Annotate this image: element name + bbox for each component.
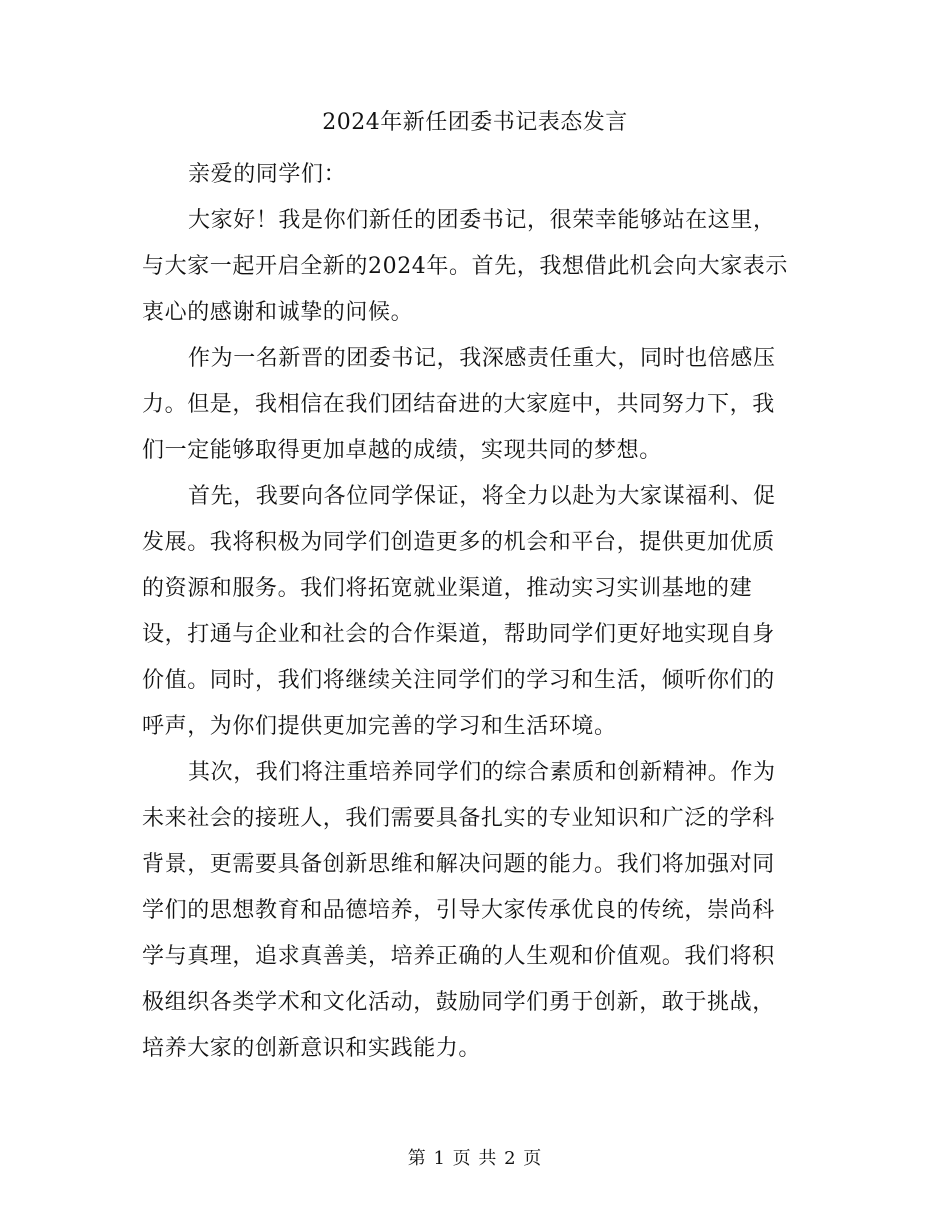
text-line: 学与真理，追求真善美，培养正确的人生观和价值观。我们将积 (142, 944, 775, 969)
text-line: 们一定能够取得更加卓越的成绩，实现共同的梦想。 (142, 438, 662, 463)
text-line: 设，打通与企业和社会的合作渠道，帮助同学们更好地实现自身 (142, 622, 775, 647)
text-line: 未来社会的接班人，我们需要具备扎实的专业知识和广泛的学科 (142, 806, 775, 831)
text-line: 作为一名新晋的团委书记，我深感责任重大，同时也倍感压 (188, 346, 776, 371)
page-footer: 第 1 页 共 2 页 (407, 1148, 543, 1169)
text-line: 培养大家的创新意识和实践能力。 (142, 1036, 482, 1061)
document-body (142, 152, 814, 1072)
text-line: 衷心的感谢和诚挚的问候。 (142, 300, 414, 325)
text-line: 亲爱的同学们： (188, 162, 347, 187)
text-line: 的资源和服务。我们将拓宽就业渠道，推动实习实训基地的建 (142, 576, 753, 601)
text-line: 呼声，为你们提供更加完善的学习和生活环境。 (142, 714, 617, 739)
text-line: 价值。同时，我们将继续关注同学们的学习和生活，倾听你们的 (142, 668, 775, 693)
text-line: 力。但是，我相信在我们团结奋进的大家庭中，共同努力下，我 (142, 392, 775, 417)
text-line: 首先，我要向各位同学保证，将全力以赴为大家谋福利、促 (188, 484, 776, 509)
text-line: 其次，我们将注重培养同学们的综合素质和创新精神。作为 (188, 760, 776, 785)
text-line: 极组织各类学术和文化活动，鼓励同学们勇于创新，敢于挑战， (142, 990, 775, 1015)
text-line: 学们的思想教育和品德培养，引导大家传承优良的传统，崇尚科 (142, 898, 775, 923)
text-line: 发展。我将积极为同学们创造更多的机会和平台，提供更加优质 (142, 530, 775, 555)
text-line: 与大家一起开启全新的2024年。首先，我想借此机会向大家表示 (142, 254, 788, 279)
document-title: 2024年新任团委书记表态发言 (322, 110, 628, 135)
text-line: 大家好！我是你们新任的团委书记，很荣幸能够站在这里， (188, 208, 776, 233)
text-line: 背景，更需要具备创新思维和解决问题的能力。我们将加强对同 (142, 852, 775, 877)
